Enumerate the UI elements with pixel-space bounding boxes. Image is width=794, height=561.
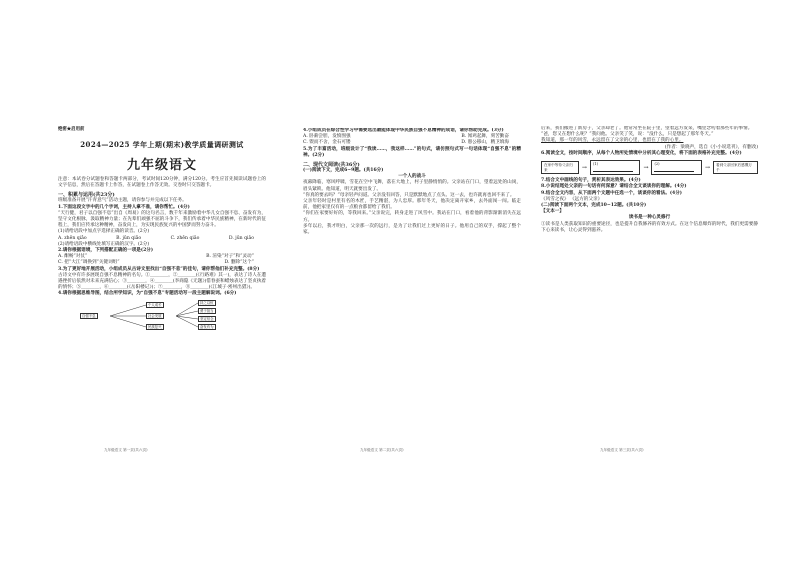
question-5: 5.为了丰富活动，班级设计了“我读……，我这样……”的句式，请仿照句式写一句话体现“自强不息”的精神。(2分) [303,146,521,158]
question-4b: 4.小组成员在综合性学习中需要选出最能体现中华民族自强不息精神的成语，请你帮助完成。(3分) [303,128,504,133]
option-c: C. 锲而不舍，金石可镂 [303,140,351,146]
q4b-options [303,134,521,146]
mind-map-leaf: 奋发有为 [200,324,214,329]
option-a: A. zhēn qiǎo [58,235,87,241]
page-footer: 九年级语文 第三页(共六页) [600,448,644,452]
secret-tag: 绝密★启用前 [58,127,85,132]
option-d: D. 删除“这个” [224,260,254,266]
reading-title: (一)阅读下文，完成6~9题。(共16分) [303,168,384,174]
option-b: B. jūn qiǎo [116,235,142,241]
mind-map [58,300,266,332]
text-title: 读书是一种心灵修行 [628,215,671,221]
question-1-sub1: (1)请给语段中加点字选择正确的读音。(2分) [58,229,150,235]
story-title: 一个人的战斗 [398,174,426,180]
flow-box-blank: (2) [651,160,702,175]
section-title: 一、积累与运用(共23分) [58,192,115,199]
page-footer: 九年级语文 第一页(共六页) [104,448,148,452]
mind-map-node: 民族复兴 [148,324,162,329]
story-paragraph: 后来，我们搬进了新房子，父亲却老了。他常常坐在院子里，望着远方发呆，嘴里念叨着那些年的事情。 [541,126,753,131]
option-c: C. 把“大江”调换到“关键词组” [58,260,120,266]
flow-chart [541,160,758,175]
exam-title: 2024—2025 学年上期(期末)教学质量调研测试 [80,140,244,149]
question-4: 4.请你根据思维导图，结合所学知识，为“自强不息”专题活动写一段主题解说词。(6分) [58,291,237,297]
mind-map-leaf: 持之以恒 [200,300,214,305]
story-source: (作者：梁晓声，选自《小小说选刊》，有删改) [664,144,758,150]
column-2 [303,128,521,446]
story-paragraph: 夜幕降临，寒风呼啸，雪花在空中飞舞，落在大地上，村子里静悄悄的。父亲站在门口，望着远处的山岗，眉头紧锁。他知道，明天就要出发了。 [303,180,521,192]
option-c: C. zhēn qiāo [170,235,200,241]
story-paragraph: 多年以后，我才明白，父亲那一次的远行，是为了让我们过上更好的日子。他用自己的双手，撑起了整个家。 [303,223,521,236]
exam-notice: 注意：本试卷分试题卷和答题卡两部分，考试时间120分钟，满分120分。考生应首先阅读试题卷上的文字信息，然后在答题卡上作答，在试题卷上作答无效。交卷时只交答题卡。 [58,177,266,189]
question-2: 2.请你根据语境，下列搭配正确的一项是(2分) [58,248,154,254]
question-9-options: 《风雪之夜》 《远方的父亲》 [541,196,603,202]
option-b: B. 渲染“对子”和“灵动” [206,254,254,260]
question-1: 1.下面这段文字中的几个字词，主持人拿不准，请你帮忙。(4分) [58,204,190,210]
option-a: A. 卧薪尝胆，发愤图强 [303,134,351,140]
story-paragraph: “爸，您又在想什么呢？”我问他。父亲笑了笑，说：“没什么，只是想起了那年冬天。” [541,132,714,138]
question-9: 9.结合全文内容，从下面两个文题中任选一个，谈谈你的看法。(4分) [541,190,682,196]
page-footer: 九年级语文 第二页(共六页) [360,448,404,452]
question-3: 3.为了更好地开展活动，小组成员从古诗文里找出“自强不息”的佳句，请你帮他们补充完整。(8分) [58,266,260,272]
story-paragraph: “你们在家要好好的，等我回来。”父亲说完，转身走进了风雪中。我站在门口，看着他的背影渐渐消失在远方。 [303,211,521,223]
flow-box-blank: (1) [590,160,641,175]
option-d: D. jūn qiāo [228,235,254,241]
mind-map-center: 自强不息 [82,313,96,318]
q2-options [58,254,266,266]
question-8: 8.小说结尾处父亲的一句话有何深意？请结合全文谈谈你的理解。(4分) [541,184,687,190]
reading-title: (二)阅读下面两个文本，完成10~12题。(共10分) [541,203,647,209]
question-7: 7.结合文中画线的句子，赏析其表达效果。(4分) [541,178,641,184]
question-6: 6.阅读全文，按时间顺序，从每个人物所处情境中分析其心理变化，将下面的表格补充完整。(4分) [541,150,742,156]
mind-map-leaf: 坚定信念 [200,316,214,321]
text-paragraph: ①读书是人类获取知识的重要途径，也是提升自我修养的有效方式。在这个信息爆炸的时代，我们更需要静下心来读书，让心灵得到滋养。 [541,221,758,233]
option-d: D. 愚公移山，精卫填海 [461,140,509,146]
section-title: 二、现代文阅读(共36分) [303,162,360,169]
arrow-icon: → [643,163,649,171]
question-1-text: “天行健，君子以自强不息”出自《周易》的这句名言，数千年来激励着中华儿女自强不息、奋发有为，坚守文化根脉，汲取精神力量；在先辈们顽强不屈的斗争下，我们传承着中华民族精神，在新时代的征程上，我们应传承这种精神，奋发向上，为实现民族复兴的中国梦而努力奋斗。 [58,210,266,229]
text-label: 【文本一】 [541,209,564,215]
mind-map-node: 社会发展 [148,313,162,318]
option-a: A. 酣畅“对仗” [58,254,88,260]
flow-box: 在家中等待父亲归来 [541,161,579,174]
arrow-icon: → [704,163,710,171]
story-paragraph: 父亲年轻时是村里有名的木匠，手艺精湛，为人忠厚。那年冬天，他决定离开家乡，去外面闯一闯。临走前，他把家里仅有的一点粮食都留给了我们。 [303,199,521,211]
question-3-text: 古诗文中有许多展现自强不息精神的名句。①＿＿＿＿，②＿＿＿＿(《行路难》其一)，表达了诗人在遭遇挫折后依然对未来充满信心；③＿＿＿＿，④＿＿＿＿(李商隐《无题》)借春蚕和蜡烛表达了坚贞执着的情怀；⑤＿＿＿＿，⑥＿＿＿＿(《岳阳楼记》)；⑦＿＿＿＿，⑧＿＿＿＿(《江城子·密州出猎》)。 [58,272,266,291]
flow-box: 看到父亲回家后感慨万千 [713,161,758,174]
arrow-icon: → [581,163,587,171]
lead-text: 班级准备开展“汗青意气”活动主题，请你参与并完成以下任务。 [58,198,187,204]
question-1-sub2: (2)请给语段中横线处填写正确的汉字。(2分) [58,241,150,247]
column-1 [58,126,266,444]
mind-map-leaf: 勇于担当 [200,308,214,313]
subject-title: 九年级语文 [126,158,197,173]
column-3 [541,126,758,444]
mind-map-lines [58,300,266,332]
story-paragraph: 我知道，那一年的风雪，永远留在了父亲的心里，也留在了我的心里。 [541,138,684,144]
option-b: B. 闻鸡起舞，刻苦勤奋 [461,134,509,140]
story-paragraph: “你真的要去吗？”母亲轻声问道。父亲没有回答，只是默默地点了点头。这一去，也许就再也回不来了。 [303,192,515,198]
mind-map-node: 个人成长 [148,302,162,307]
